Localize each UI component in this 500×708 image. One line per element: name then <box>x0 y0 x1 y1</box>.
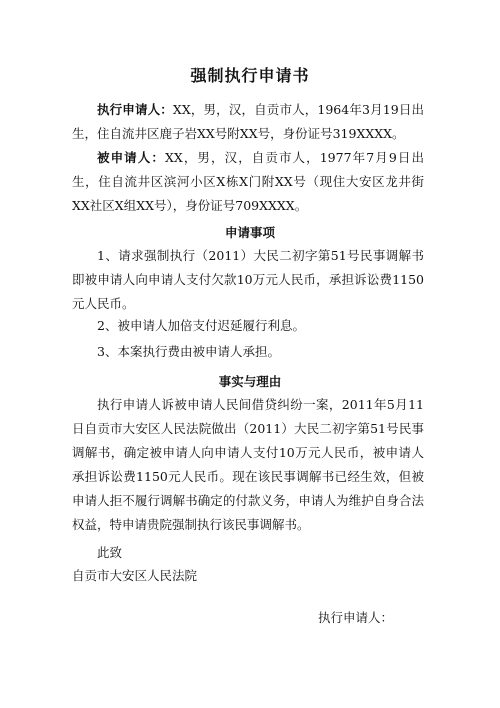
applicant-label: 执行申请人： <box>97 102 173 117</box>
document-title: 强制执行申请书 <box>190 66 310 85</box>
items-heading: 申请事项 <box>224 225 275 240</box>
respondent-label: 被申请人： <box>97 150 165 165</box>
applicant-paragraph <box>72 98 424 146</box>
signature-label: 执行申请人： <box>318 610 394 625</box>
facts-paragraph: 执行申请人诉被申请人民间借贷纠纷一案，2011年5月11日自贡市大安区人民法院做出（2011）大民二初字第51号民事调解书，确定被申请人向申请人支付10万元人民币，被申请人承担诉讼费1150元人民币。现在该民事调解书已经生效，但被申请人拒不履行调解书确定的付款义务，申请人为维护自身合法权益，特申请贵院强制执行该民事调解书。 <box>72 397 424 532</box>
respondent-text: XX，男，汉，自贡市人，1977年7月9日出生，住自流井区滨河小区X栋X门附XX号（现住大安区龙井街XX社区X组XX号），身份证号709XXXX。 <box>72 150 424 213</box>
item-2: 2、被申请人加倍支付迟延履行利息。 <box>97 318 305 333</box>
facts-heading: 事实与理由 <box>218 374 282 389</box>
court-name: 自贡市大安区人民法院 <box>72 568 198 583</box>
item-1: 1、请求强制执行（2011）大民二初字第51号民事调解书即被申请人向申请人支付欠款10万元人民币，承担诉讼费1150元人民币。 <box>72 248 424 311</box>
closing-text: 此致 <box>97 545 123 560</box>
item-3: 3、本案执行费由被申请人承担。 <box>97 344 280 359</box>
applicant-text: XX，男，汉，自贡市人，1964年3月19日出生，住自流井区鹿子岩XX号附XX号，身份证号319XXXX。 <box>72 102 424 141</box>
respondent-paragraph <box>72 146 424 218</box>
